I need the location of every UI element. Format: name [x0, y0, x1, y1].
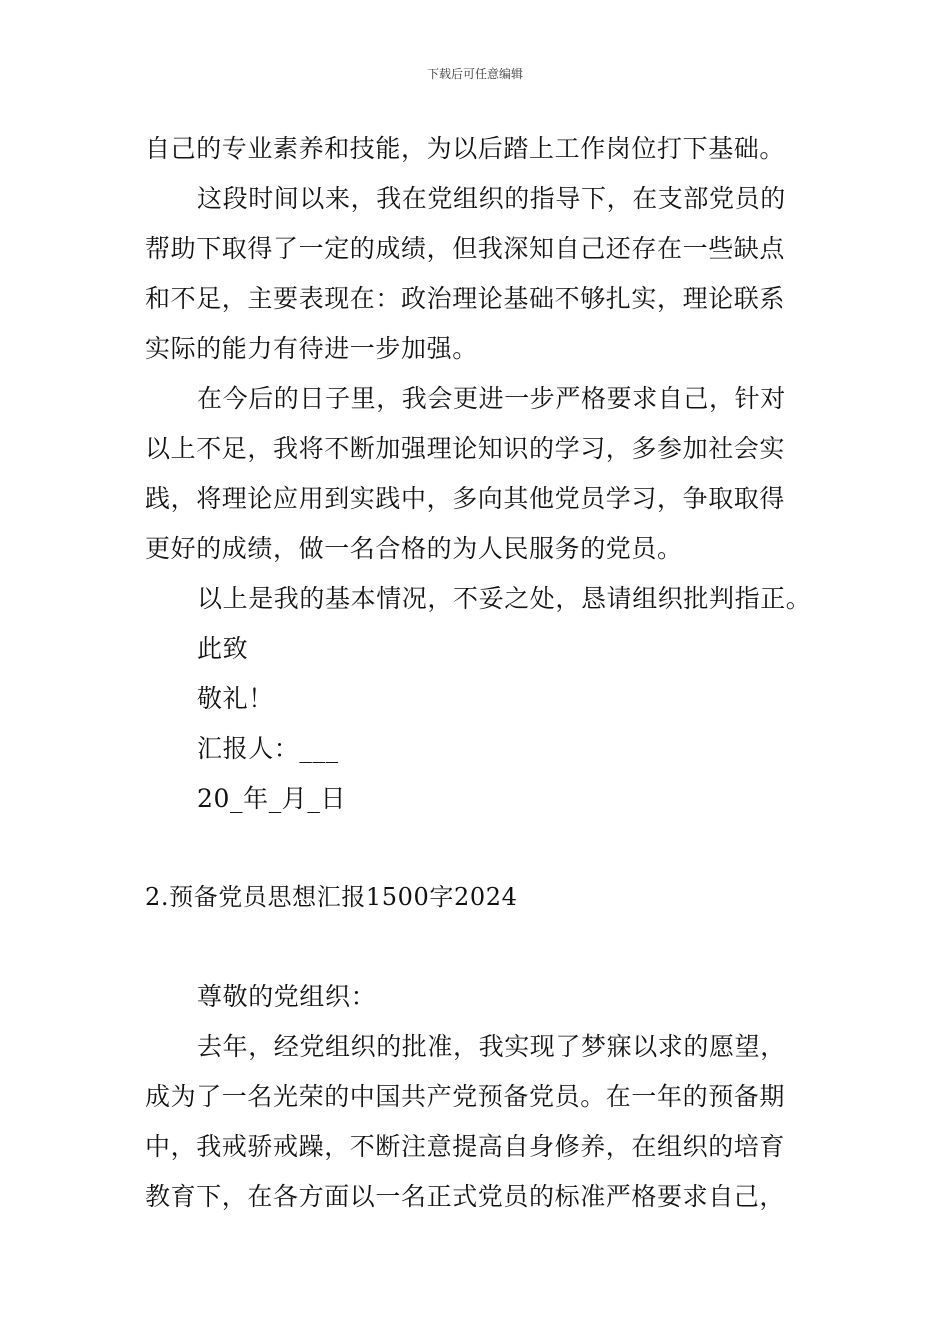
document-body [145, 124, 815, 824]
paragraph-line: 帮助下取得了一定的成绩，但我深知自己还存在一些缺点 [145, 234, 786, 263]
closing-line: 此致 [197, 634, 249, 663]
blank-gap [145, 922, 815, 972]
page-header: 下载后可任意编辑 [426, 67, 523, 81]
paragraph-line: 更好的成绩，做一名合格的为人民服务的党员。 [145, 534, 683, 563]
date-line: 20_年_月_日 [197, 784, 347, 813]
paragraph-line: 践，将理论应用到实践中，多向其他党员学习，争取取得 [145, 484, 786, 513]
signature-line: 汇报人：___ [197, 734, 339, 763]
paragraph-line: 自己的专业素养和技能，为以后踏上工作岗位打下基础。 [145, 134, 786, 163]
salutation-line: 尊敬的党组织： [197, 982, 377, 1011]
paragraph-line: 以上不足，我将不断加强理论知识的学习，多参加社会实 [145, 434, 786, 463]
paragraph-line: 这段时间以来，我在党组织的指导下，在支部党员的 [197, 184, 786, 213]
paragraph-line: 和不足，主要表现在：政治理论基础不够扎实，理论联系 [145, 284, 786, 313]
paragraph-line: 在今后的日子里，我会更进一步严格要求自己，针对 [197, 384, 786, 413]
paragraph-line: 教育下，在各方面以一名正式党员的标准严格要求自己， [145, 1182, 786, 1211]
paragraph-line: 中，我戒骄戒躁，不断注意提高自身修养，在组织的培育 [145, 1132, 786, 1161]
paragraph-line: 以上是我的基本情况，不妥之处，恳请组织批判指正。 [197, 584, 812, 613]
section-title: 2.预备党员思想汇报1500字2024 [145, 883, 518, 911]
closing-line: 敬礼！ [197, 684, 274, 713]
paragraph-line: 成为了一名光荣的中国共产党预备党员。在一年的预备期 [145, 1082, 786, 1111]
paragraph-line: 去年，经党组织的批准，我实现了梦寐以求的愿望， [197, 1032, 786, 1061]
paragraph-line: 实际的能力有待进一步加强。 [145, 334, 478, 363]
second-section [145, 872, 815, 1222]
